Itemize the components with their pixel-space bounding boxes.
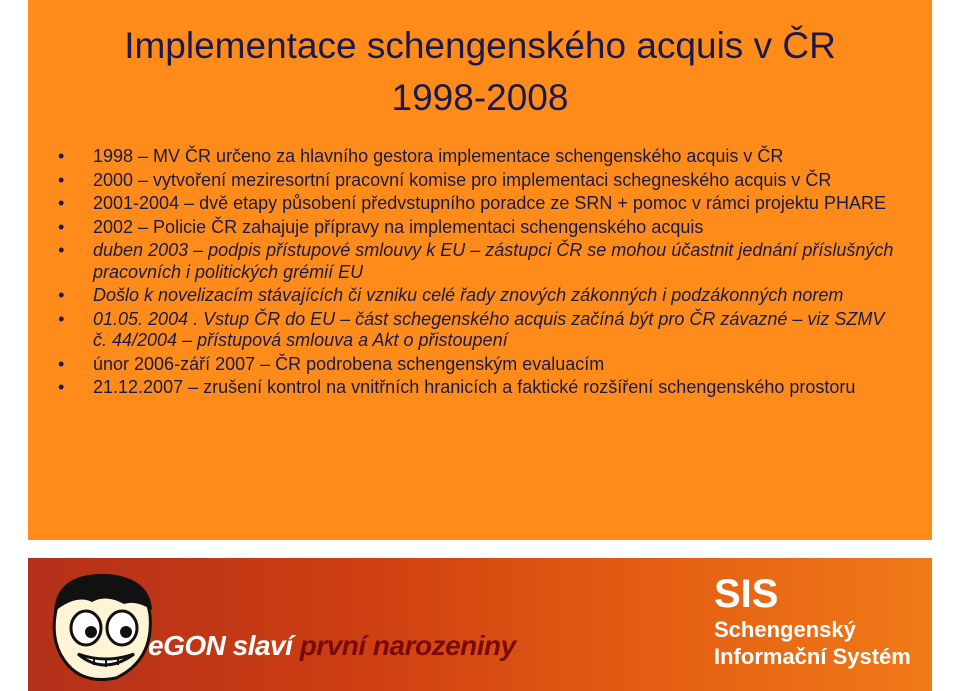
list-item-text: Došlo k novelizacím stávajících či vzniku celé řady znových zákonných i podzákonných norem [93, 285, 844, 305]
bullet-dot: • [58, 377, 65, 397]
bullet-dot: • [58, 169, 65, 190]
sis-logo [714, 572, 911, 670]
bullet-list [58, 146, 898, 401]
list-item [58, 309, 898, 352]
list-item-text: 2002 – Policie ČR zahajuje přípravy na implementaci schengenského acquis [93, 216, 704, 237]
list-item [58, 170, 898, 192]
slide [28, 0, 932, 540]
egon-sis-banner [28, 558, 932, 691]
list-item-text: 2001-2004 – dvě etapy působení předvstupního poradce ze SRN + pomoc v rámci projektu PHARE [93, 193, 886, 213]
list-item-text: duben 2003 – podpis přístupové smlouvy k EU – zástupci ČR se mohou účastnit jednání příslušných pracovních i politických grémií EU [93, 240, 894, 282]
sis-logo-line-1: Schengenský [714, 617, 856, 642]
bullet-dot: • [58, 146, 65, 166]
bullet-dot: • [58, 308, 65, 329]
list-item [58, 146, 898, 168]
egon-mascot-icon [46, 570, 156, 685]
list-item [58, 354, 898, 376]
egon-slogan [148, 630, 516, 662]
list-item [58, 285, 898, 307]
list-item [58, 193, 898, 215]
list-item-text: 2000 – vytvoření meziresortní pracovní komise pro implementaci schegneského acquis v ČR [93, 169, 832, 190]
list-item-text: 21.12.2007 – zrušení kontrol na vnitřních hranicích a faktické rozšíření schengenského prostoru [93, 377, 856, 397]
list-item-text: 01.05. 2004 . Vstup ČR do EU – část schegenského acquis začíná být pro ČR závazné – viz SZMV č. 44/2004 – přístupová smlouva a Akt o přistoupení [93, 308, 885, 350]
title-line-1: Implementace schengenského acquis v ČR [124, 25, 836, 66]
slide-title [28, 20, 932, 124]
list-item-text: únor 2006-září 2007 – ČR podrobena schengenským evaluacím [93, 353, 605, 374]
egon-slogan-red: první narozeniny [299, 630, 516, 661]
sis-logo-line-2: Informační Systém [714, 644, 911, 669]
bullet-dot: • [58, 240, 65, 260]
list-item [58, 377, 898, 399]
sis-logo-title: SIS [714, 572, 779, 616]
bullet-dot: • [58, 353, 65, 374]
list-item-text: 1998 – MV ČR určeno za hlavního gestora implementace schengenského acquis v ČR [93, 146, 784, 166]
list-item [58, 217, 898, 239]
bullet-dot: • [58, 193, 65, 213]
title-line-2: 1998-2008 [391, 77, 569, 118]
bullet-dot: • [58, 285, 65, 305]
egon-slogan-white: eGON slaví [148, 630, 293, 661]
list-item [58, 240, 898, 283]
bullet-dot: • [58, 216, 65, 237]
